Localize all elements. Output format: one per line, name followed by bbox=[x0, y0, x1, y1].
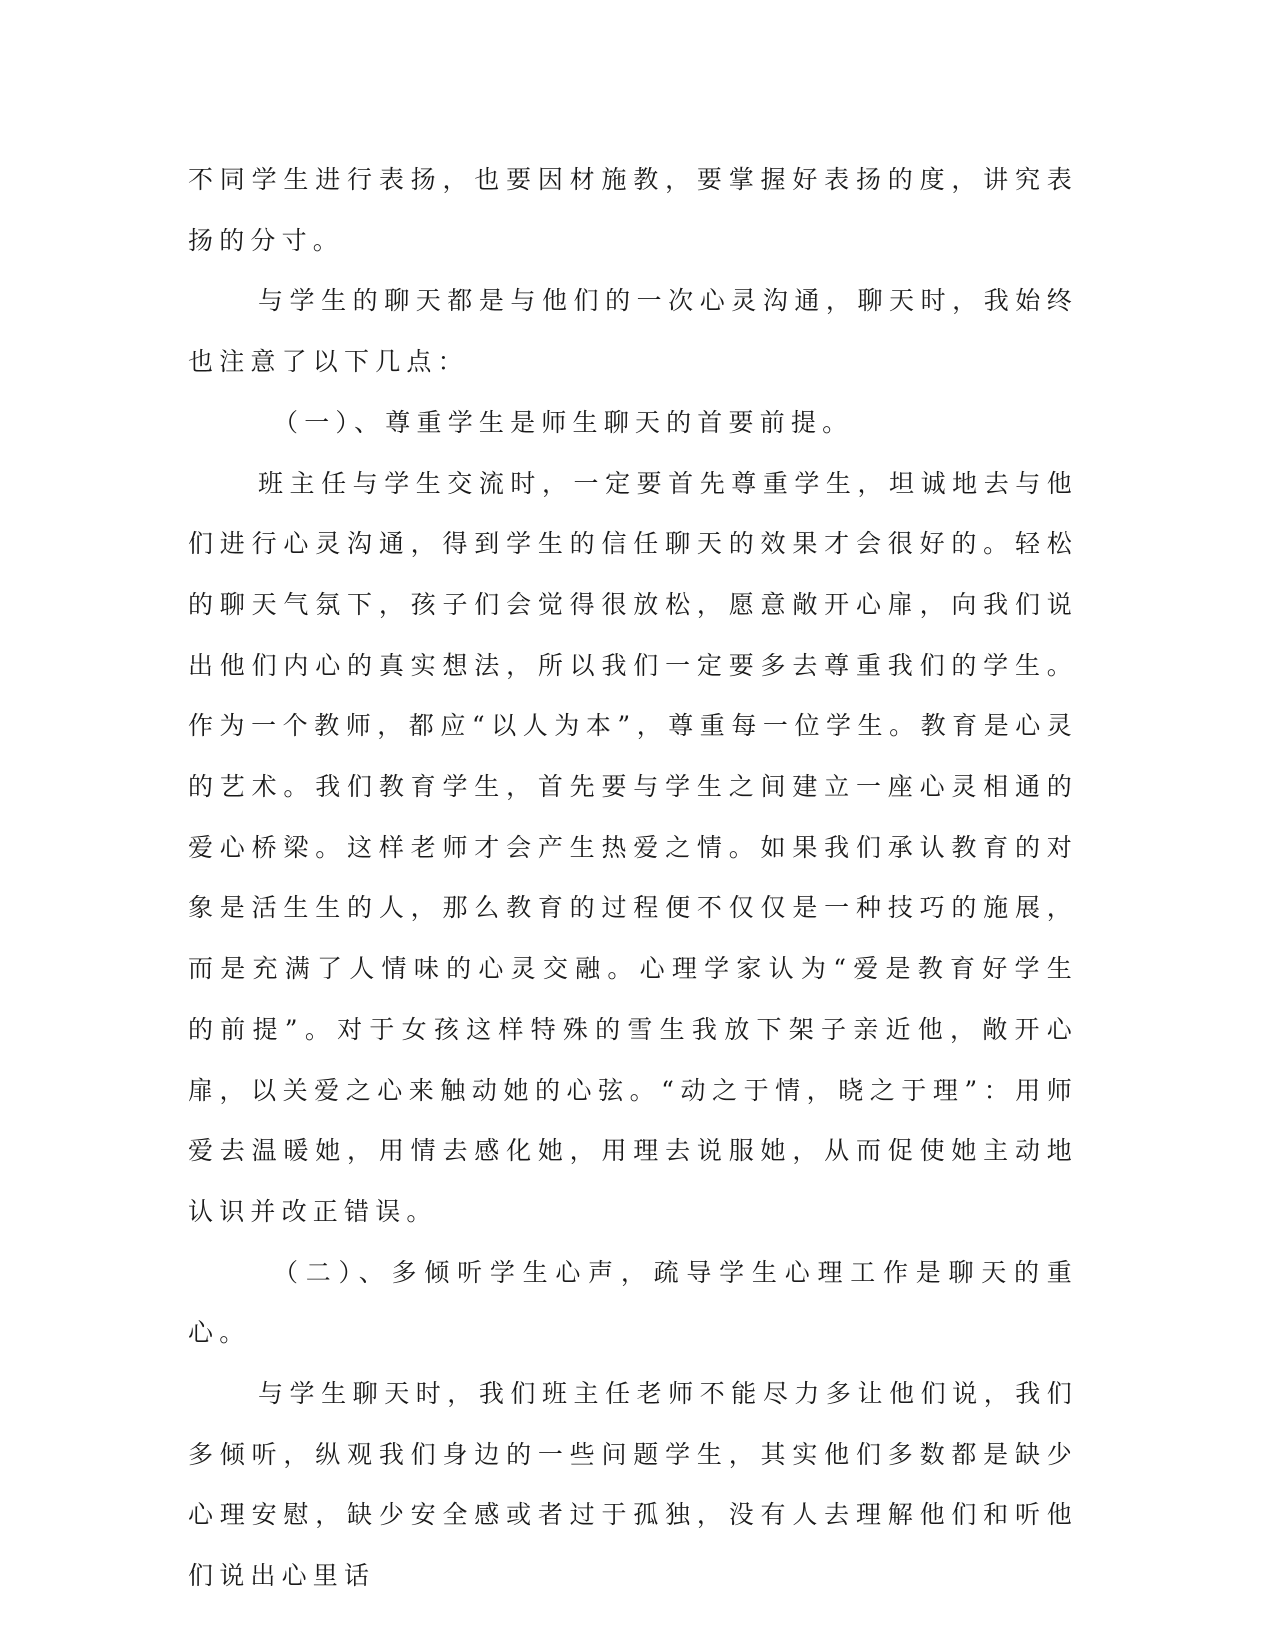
heading-point-two: （二）、多倾听学生心声，疏导学生心理工作是聊天的重心。 bbox=[188, 1257, 1078, 1348]
paragraph-respect-students: 班主任与学生交流时，一定要首先尊重学生，坦诚地去与他们进行心灵沟通，得到学生的信任聊天的效果才会很好的。轻松的聊天气氛下，孩子们会觉得很放松，愿意敞开心扉，向我们说出他们内心的真实想法，所以我们一定要多去尊重我们的学生。作为一个教师，都应“以人为本”，尊重每一位学生。教育是心灵的艺术。我们教育学生，首先要与学生之间建立一座心灵相通的爱心桥梁。这样老师才会产生热爱之情。如果我们承认教育的对象是活生生的人，那么教育的过程便不仅仅是一种技巧的施展，而是充满了人情味的心灵交融。心理学家认为“爱是教育好学生的前提”。对于女孩这样特殊的雪生我放下架子亲近他，敞开心扉，以关爱之心来触动她的心弦。“动之于情，晓之于理”：用师爱去温暖她，用情去感化她，用理去说服她，从而促使她主动地认识并改正错误。 bbox=[188, 468, 1078, 1226]
document-body bbox=[188, 150, 1078, 1607]
paragraph-chat-intro: 与学生的聊天都是与他们的一次心灵沟通，聊天时，我始终也注意了以下几点： bbox=[188, 286, 1078, 377]
paragraph-praise-continuation: 不同学生进行表扬，也要因材施教，要掌握好表扬的度，讲究表扬的分寸。 bbox=[188, 165, 1078, 255]
heading-point-one: （一）、尊重学生是师生聊天的首要前提。 bbox=[273, 407, 854, 437]
paragraph-listen-students: 与学生聊天时，我们班主任老师不能尽力多让他们说，我们多倾听，纵观我们身边的一些问题学生，其实他们多数都是缺少心理安慰，缺少安全感或者过于孤独，没有人去理解他们和听他们说出心里话 bbox=[188, 1379, 1078, 1591]
